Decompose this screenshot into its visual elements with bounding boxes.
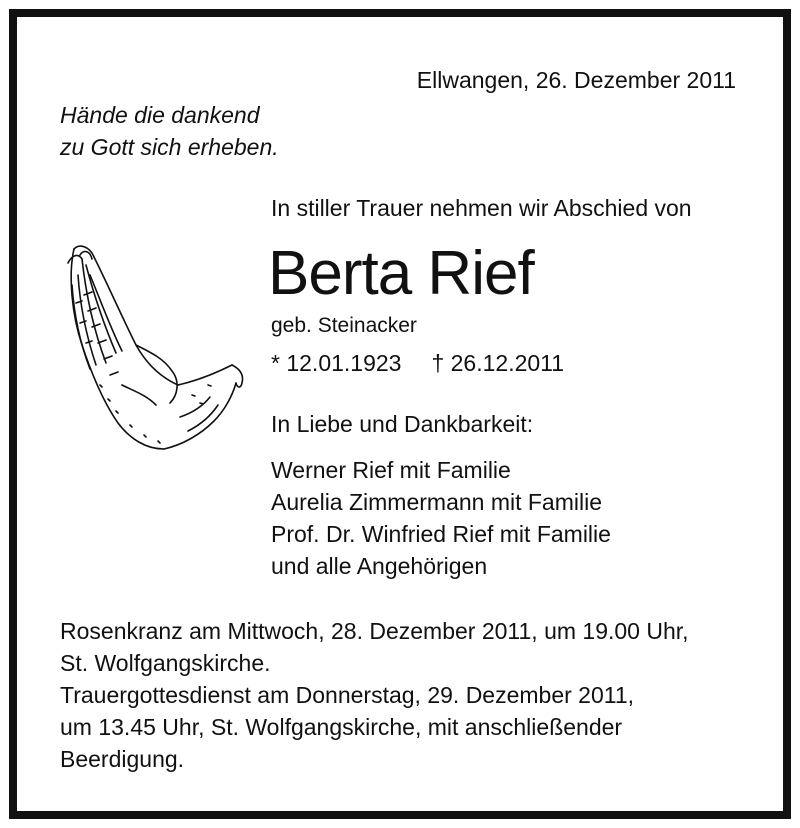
praying-hands-icon	[60, 235, 250, 465]
thanks-line: In Liebe und Dankbarkeit:	[271, 411, 534, 437]
mourner: Werner Rief mit Familie	[271, 457, 511, 483]
mourner: und alle Angehörigen	[271, 553, 488, 579]
obituary-frame	[9, 9, 791, 819]
mourner: Aurelia Zimmermann mit Familie	[271, 489, 603, 515]
service-notice	[60, 615, 689, 775]
maiden-name: geb. Steinacker	[271, 314, 417, 337]
place-date: Ellwangen, 26. Dezember 2011	[416, 67, 736, 93]
notice-line: um 13.45 Uhr, St. Wolfgangskirche, mit anschließender	[60, 714, 623, 740]
notice-line: Beerdigung.	[60, 746, 185, 772]
mourners-list	[271, 454, 611, 582]
intro-text: In stiller Trauer nehmen wir Abschied von	[271, 195, 692, 221]
notice-line: Rosenkranz am Mittwoch, 28. Dezember 2011, um 19.00 Uhr,	[60, 618, 689, 644]
deceased-name: Berta Rief	[268, 239, 534, 308]
birth-date: * 12.01.1923	[271, 350, 402, 376]
mourner: Prof. Dr. Winfried Rief mit Familie	[271, 521, 611, 547]
life-dates	[271, 347, 564, 379]
death-date: † 26.12.2011	[431, 350, 565, 376]
quote-line: Hände die dankend	[60, 102, 260, 128]
quote	[60, 99, 279, 163]
notice-line: St. Wolfgangskirche.	[60, 650, 271, 676]
notice-line: Trauergottesdienst am Donnerstag, 29. Dezember 2011,	[60, 682, 635, 708]
quote-line: zu Gott sich erheben.	[60, 134, 279, 160]
